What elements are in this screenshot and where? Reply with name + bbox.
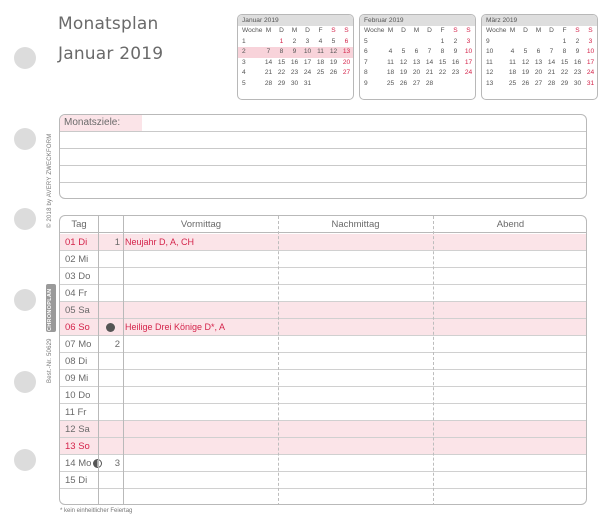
day-number: 20 (342, 58, 351, 66)
day-number: 18 (316, 58, 325, 66)
day-number: 8 (440, 48, 445, 55)
day-number: 1 (440, 37, 445, 45)
weekday-header: S (453, 27, 458, 34)
day-number (545, 37, 558, 48)
day-number: 15 (438, 58, 447, 66)
mini-calendar-week (360, 58, 475, 69)
week-number: 7 (364, 58, 368, 66)
goal-line (60, 165, 586, 166)
day-number: 23 (290, 69, 299, 76)
day-row[interactable] (60, 302, 586, 319)
binder-hole (14, 289, 36, 311)
weekday-header: D (305, 27, 310, 34)
mini-calendar-week (360, 47, 475, 58)
week-number: 11 (486, 58, 493, 66)
day-number: 16 (290, 58, 299, 66)
day-label: 02 Mi (65, 254, 89, 265)
day-number: 30 (573, 79, 582, 87)
mini-calendar-week (482, 37, 597, 48)
day-number: 3 (588, 37, 593, 45)
day-number: 11 (317, 48, 324, 55)
day-number (340, 79, 353, 90)
day-number: 10 (464, 48, 473, 55)
day-label: 04 Fr (65, 288, 88, 299)
mini-calendar (359, 14, 476, 100)
brand-text: CHRONOPLAN (47, 288, 53, 331)
day-label: 01 Di (65, 237, 88, 248)
day-number: 28 (264, 79, 273, 87)
day-number (436, 79, 449, 90)
day-number: 1 (279, 37, 284, 45)
mini-calendar-weekdays (482, 26, 597, 37)
day-label: 06 So (65, 322, 90, 333)
day-number: 20 (534, 69, 543, 76)
day-row[interactable] (60, 455, 586, 472)
week-number: 13 (486, 79, 494, 87)
day-number: 18 (508, 69, 517, 76)
day-number: 17 (303, 58, 312, 66)
day-number: 23 (573, 69, 582, 76)
day-number: 12 (521, 58, 530, 66)
day-number: 19 (399, 69, 408, 76)
day-label: 11 Fr (65, 407, 87, 418)
day-number: 26 (521, 79, 530, 87)
week-number: 9 (486, 37, 490, 45)
day-number: 15 (277, 58, 286, 66)
day-label: 07 Mo (65, 339, 92, 350)
day-number: 23 (451, 69, 460, 76)
day-label: 13 So (65, 441, 90, 452)
day-number: 10 (586, 48, 595, 55)
mini-calendar-week (482, 47, 597, 58)
day-row[interactable] (60, 472, 586, 489)
week-number: 6 (364, 48, 368, 55)
mini-calendar-week (360, 79, 475, 90)
day-row[interactable] (60, 234, 586, 251)
week-number: 5 (242, 79, 246, 87)
day-number: 2 (453, 37, 458, 45)
monthly-goals-label: Monatsziele: (60, 115, 142, 131)
mini-calendar-week (238, 58, 353, 69)
week-number: 12 (486, 69, 494, 76)
day-number: 25 (386, 79, 395, 87)
day-row[interactable] (60, 319, 586, 336)
mini-calendar-week (482, 58, 597, 69)
day-number: 14 (425, 58, 434, 66)
week-number: 2 (114, 339, 120, 350)
week-number: 1 (242, 37, 246, 45)
weekday-header: D (549, 27, 554, 34)
day-number: 6 (536, 48, 541, 55)
day-number: 29 (277, 79, 286, 87)
day-number: 11 (509, 58, 516, 66)
day-number: 30 (290, 79, 299, 87)
day-number (506, 37, 519, 48)
day-label: 03 Do (65, 271, 91, 282)
goal-line (60, 148, 586, 149)
day-number: 28 (547, 79, 556, 87)
day-number: 24 (303, 69, 312, 76)
week-number: 2 (242, 48, 246, 55)
day-number: 18 (386, 69, 395, 76)
col-day-header: Tag (71, 219, 87, 230)
day-number: 19 (329, 58, 338, 66)
day-label: 14 Mo (65, 458, 92, 469)
day-number: 5 (331, 37, 336, 45)
day-row[interactable] (60, 404, 586, 421)
binder-hole (14, 128, 36, 150)
day-number: 25 (508, 79, 517, 87)
day-number: 4 (510, 48, 515, 55)
holiday-label: Heilige Drei Könige D*, A (125, 322, 226, 332)
day-row[interactable] (60, 370, 586, 387)
week-col-header: Woche (242, 27, 263, 34)
day-number: 26 (329, 69, 338, 76)
day-number (423, 37, 436, 48)
day-number (532, 37, 545, 48)
week-number: 8 (364, 69, 368, 76)
mini-calendar-week (238, 68, 353, 79)
day-number: 3 (466, 37, 471, 45)
mini-calendar-week (482, 79, 597, 90)
page-subtitle: Januar 2019 (58, 44, 164, 64)
day-number: 5 (523, 48, 528, 55)
weekday-header: M (509, 27, 516, 34)
day-number: 21 (547, 69, 556, 76)
col-divider (98, 216, 99, 505)
weekday-header: F (562, 27, 567, 34)
col-evening-header: Abend (496, 219, 525, 230)
mini-calendar-weekdays (360, 26, 475, 37)
day-number: 19 (521, 69, 530, 76)
full-moon-icon (106, 323, 115, 332)
weekday-header: S (331, 27, 336, 34)
day-number: 5 (401, 48, 406, 55)
mini-calendar-week (482, 68, 597, 79)
mini-calendar-week (238, 47, 353, 58)
day-number: 8 (279, 48, 284, 55)
mini-calendar (237, 14, 354, 100)
weekday-header: M (535, 27, 542, 34)
day-number: 24 (464, 69, 473, 76)
day-number: 12 (329, 48, 338, 55)
day-row[interactable] (60, 251, 586, 268)
day-row[interactable] (60, 353, 586, 370)
day-number: 31 (303, 79, 312, 87)
day-number (410, 37, 423, 48)
day-number: 2 (575, 37, 580, 45)
day-number: 20 (412, 69, 421, 76)
day-number: 22 (560, 69, 569, 76)
day-number: 25 (316, 69, 325, 76)
day-row[interactable] (60, 387, 586, 404)
day-number (519, 37, 532, 48)
day-number (314, 79, 327, 90)
day-number: 1 (562, 37, 567, 45)
day-number (327, 79, 340, 90)
day-number: 13 (534, 58, 543, 66)
day-label: 05 Sa (65, 305, 90, 316)
col-afternoon-header: Nachmittag (331, 219, 380, 230)
day-number: 16 (451, 58, 460, 66)
day-number (384, 37, 397, 48)
day-number: 22 (277, 69, 286, 76)
day-row[interactable] (60, 438, 586, 455)
day-number: 8 (562, 48, 567, 55)
goal-line (60, 131, 586, 132)
day-number: 21 (425, 69, 434, 76)
week-number: 3 (242, 58, 246, 66)
day-number: 29 (560, 79, 569, 87)
day-grid (59, 215, 587, 505)
week-number: 4 (242, 69, 246, 76)
day-number: 17 (586, 58, 595, 66)
mini-calendar-month: Januar 2019 (238, 15, 353, 26)
day-number: 27 (412, 79, 421, 87)
day-label: 09 Mi (65, 373, 89, 384)
day-number: 7 (549, 48, 554, 55)
copyright-text: © 2018 by AVERY ZWECKFORM (47, 133, 53, 228)
day-number: 9 (453, 48, 458, 55)
col-divider-dashed (433, 216, 434, 505)
day-number (262, 37, 275, 48)
weekday-header: D (401, 27, 406, 34)
footnote: * kein einheitlicher Feiertag (60, 508, 133, 514)
day-row[interactable] (60, 268, 586, 285)
binder-hole (14, 208, 36, 230)
day-number: 24 (586, 69, 595, 76)
day-number: 10 (303, 48, 312, 55)
day-number: 6 (414, 48, 419, 55)
holiday-label: Neujahr D, A, CH (125, 237, 195, 247)
day-number: 15 (560, 58, 569, 66)
col-morning-header: Vormittag (180, 219, 222, 230)
day-number: 9 (575, 48, 580, 55)
week-number: 3 (114, 458, 120, 469)
mini-calendar-week (238, 79, 353, 90)
weekday-header: S (466, 27, 471, 34)
mini-calendar-weekdays (238, 26, 353, 37)
mini-calendar-week (238, 37, 353, 48)
weekday-header: M (387, 27, 394, 34)
day-number: 12 (399, 58, 408, 66)
day-number: 17 (464, 58, 473, 66)
weekday-header: S (575, 27, 580, 34)
day-number: 13 (342, 48, 351, 55)
week-number: 5 (364, 37, 368, 45)
day-number: 27 (342, 69, 351, 76)
col-divider-dashed (278, 216, 279, 505)
day-row[interactable] (60, 285, 586, 302)
week-number: 10 (486, 48, 494, 55)
day-label: 12 Sa (65, 424, 90, 435)
day-number: 4 (388, 48, 393, 55)
order-number: Best.-Nr. 50629 (47, 338, 53, 383)
day-number: 7 (427, 48, 432, 55)
col-divider (123, 216, 124, 505)
weekday-header: S (344, 27, 349, 34)
binder-hole (14, 449, 36, 471)
weekday-header: F (440, 27, 445, 34)
week-col-header: Woche (364, 27, 385, 34)
day-number: 4 (318, 37, 323, 45)
day-number: 13 (412, 58, 421, 66)
day-row[interactable] (60, 421, 586, 438)
day-number (462, 79, 475, 90)
page-title: Monatsplan (58, 14, 159, 34)
day-label: 15 Di (65, 475, 88, 486)
day-number (397, 37, 410, 48)
day-number: 14 (264, 58, 273, 66)
day-number: 31 (586, 79, 595, 87)
grid-header (60, 216, 586, 233)
binder-hole (14, 47, 36, 69)
binder-hole (14, 371, 36, 393)
day-number: 14 (547, 58, 556, 66)
day-number: 9 (292, 48, 297, 55)
weekday-header: S (588, 27, 593, 34)
week-number: 9 (364, 79, 368, 87)
mini-calendar-month: März 2019 (482, 15, 597, 26)
weekday-header: D (523, 27, 528, 34)
weekday-header: D (427, 27, 432, 34)
day-number: 3 (305, 37, 310, 45)
weekday-header: M (413, 27, 420, 34)
day-number: 26 (399, 79, 408, 87)
mini-calendar-week (360, 37, 475, 48)
weekday-header: F (318, 27, 323, 34)
weekday-header: M (265, 27, 272, 34)
day-label: 08 Di (65, 356, 88, 367)
day-number: 7 (266, 48, 271, 55)
week-col-header: Woche (486, 27, 507, 34)
week-number: 1 (114, 237, 120, 248)
mini-calendar-week (360, 68, 475, 79)
day-number: 6 (344, 37, 349, 45)
day-number: 27 (534, 79, 543, 87)
monthly-goals-box (59, 114, 587, 199)
day-number: 16 (573, 58, 582, 66)
day-number: 11 (387, 58, 394, 66)
day-number: 28 (425, 79, 434, 87)
day-number (449, 79, 462, 90)
day-label: 10 Do (65, 390, 91, 401)
day-number: 22 (438, 69, 447, 76)
weekday-header: D (279, 27, 284, 34)
goal-line (60, 182, 586, 183)
mini-calendar-month: Februar 2019 (360, 15, 475, 26)
day-number: 21 (264, 69, 273, 76)
day-row[interactable] (60, 336, 586, 353)
weekday-header: M (291, 27, 298, 34)
day-number: 2 (292, 37, 297, 45)
mini-calendar (481, 14, 598, 100)
